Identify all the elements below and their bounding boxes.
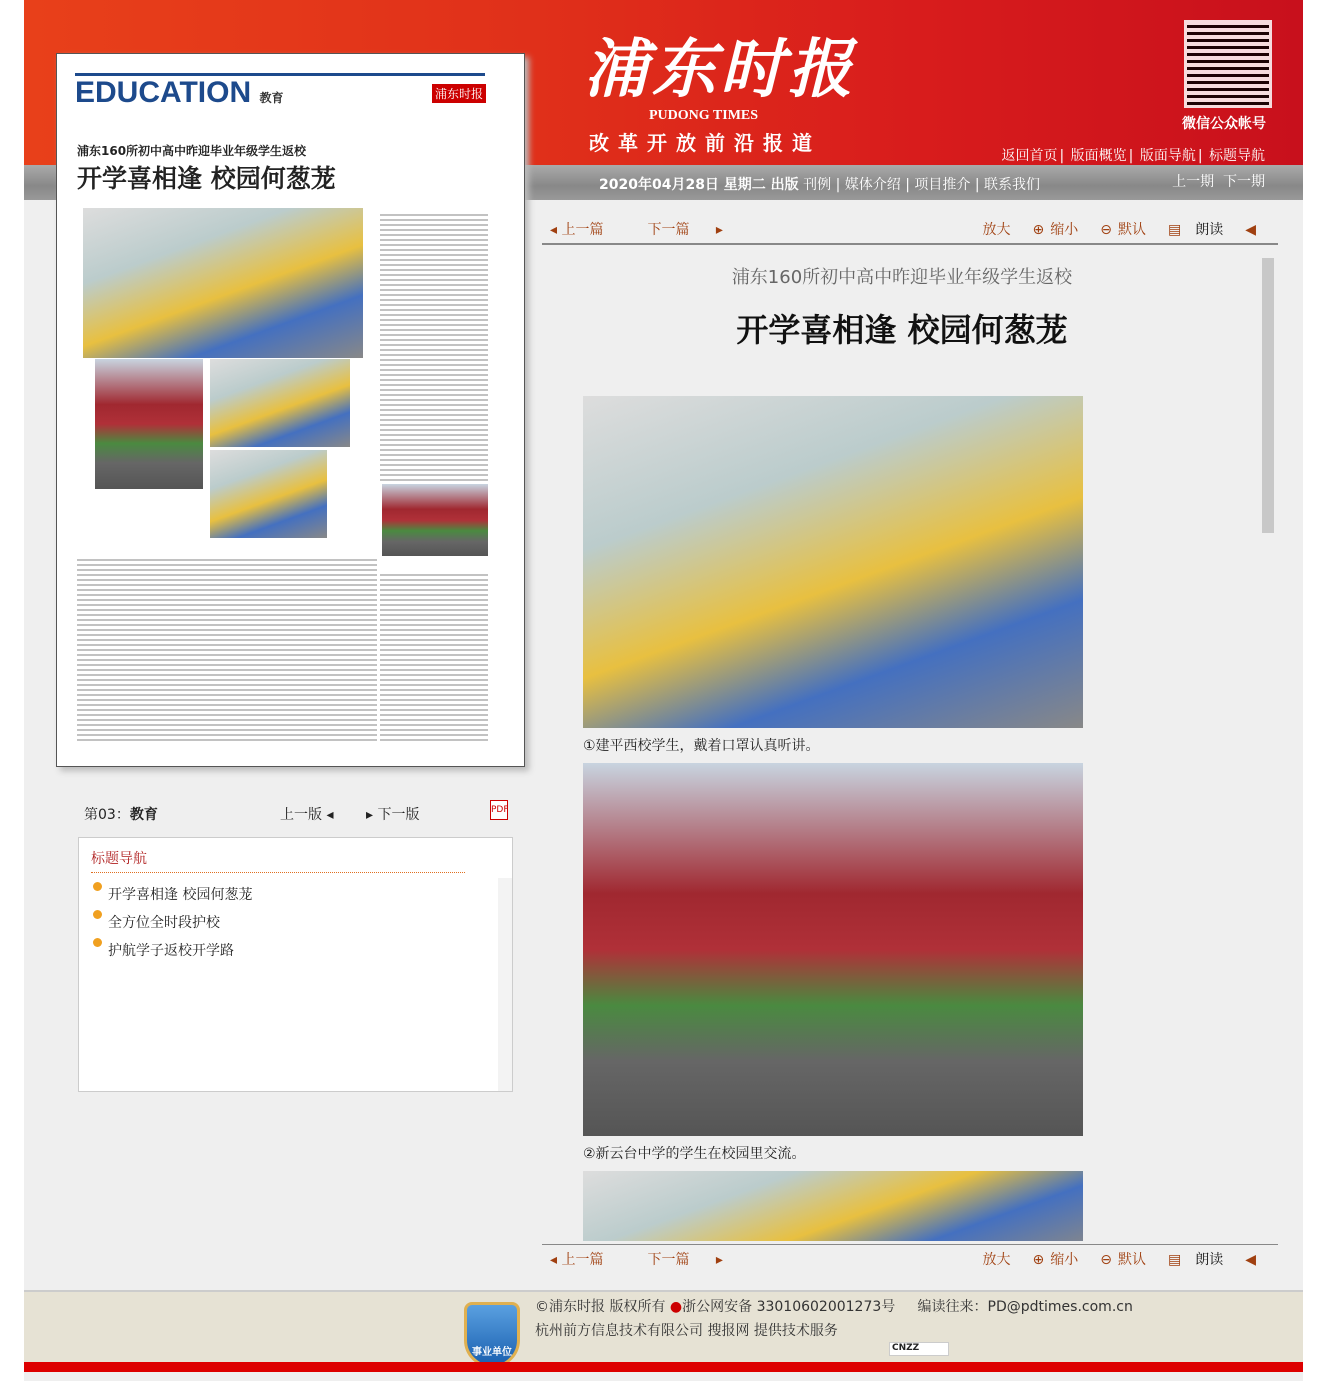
nav-home[interactable]: 返回首页	[1001, 148, 1058, 164]
next-page-link[interactable]: ▸ 下一版	[366, 807, 420, 823]
cnzz-badge[interactable]: CNZZ	[889, 1342, 949, 1356]
article-toolbar-top	[542, 215, 1278, 245]
top-nav: 返回首页 | 版面概览 | 版面导航 | 标题导航	[1001, 148, 1265, 164]
title-nav-item[interactable]: 全方位全时段护校	[93, 910, 252, 938]
link-projects[interactable]: 项目推介	[914, 177, 971, 193]
date-bar: 2020年04月28日 星期二 出版 刊例 | 媒体介绍 | 项目推介 | 联系我们 上一期 下一期	[24, 165, 1303, 200]
article-photo-1	[583, 396, 1083, 728]
newspaper-page-thumbnail[interactable]	[56, 53, 525, 767]
qr-code-image	[1184, 20, 1272, 108]
zoom-in-button[interactable]: 放大 ⊕	[982, 222, 1045, 238]
institution-badge[interactable]: 事业单位	[464, 1302, 520, 1368]
pdf-icon[interactable]: PDF	[490, 800, 508, 820]
speaker-icon: ◀	[1245, 222, 1256, 238]
paper-photo-3[interactable]	[210, 359, 350, 447]
qr-label: 微信公众帐号	[1182, 116, 1266, 132]
article-title: 开学喜相逢 校园何葱茏	[736, 311, 1068, 349]
section-title: EDUCATION 教育	[75, 76, 284, 109]
prev-article-link[interactable]: ◂ 上一篇	[550, 222, 604, 238]
prev-page-link[interactable]: 上一版 ◂	[280, 807, 334, 823]
article-photo-3	[583, 1171, 1083, 1241]
prev-article-link[interactable]: ◂ 上一篇	[550, 1252, 604, 1268]
paper-text-block[interactable]	[77, 559, 377, 744]
article-scrollbar[interactable]	[1262, 258, 1274, 533]
footer-red-bar	[24, 1362, 1303, 1372]
bullet-icon	[93, 910, 102, 919]
link-media[interactable]: 媒体介绍	[844, 177, 901, 193]
nav-title-nav[interactable]: 标题导航	[1209, 148, 1265, 164]
tech-support: 杭州前方信息技术有限公司 搜报网 提供技术服务	[535, 1323, 838, 1339]
nav-page-nav[interactable]: 版面导航	[1139, 148, 1196, 164]
zoom-out-button[interactable]: 缩小 ⊖	[1050, 222, 1112, 238]
next-issue-link[interactable]: 下一期	[1223, 174, 1265, 190]
default-size-button[interactable]: 默认 ▤	[1117, 222, 1182, 238]
zoom-in-button[interactable]: 放大 ⊕	[982, 1252, 1045, 1268]
page-name: 教育	[129, 807, 158, 823]
page	[24, 0, 1303, 1381]
default-size-button[interactable]: 默认 ▤	[1117, 1252, 1182, 1268]
article-subtitle: 浦东160所初中高中昨迎毕业年级学生返校	[731, 267, 1073, 288]
title-navigation	[78, 837, 513, 1092]
link-rates[interactable]: 刊例	[803, 177, 832, 193]
article-photo-2	[583, 763, 1083, 1136]
photo-caption-2: ②新云台中学的学生在校园里交流。	[583, 1146, 806, 1162]
title-nav-heading: 标题导航	[91, 851, 147, 867]
nav-overview[interactable]: 版面概览	[1070, 148, 1127, 164]
page-navigation	[84, 804, 514, 824]
paper-text-column-2[interactable]	[380, 574, 488, 744]
footer	[24, 1290, 1303, 1362]
paper-photo-4[interactable]	[210, 450, 327, 538]
next-article-link[interactable]: 下一篇 ▸	[647, 222, 723, 238]
paper-subtitle: 浦东160所初中高中昨迎毕业年级学生返校	[77, 144, 307, 158]
contact-email[interactable]: 编读往来：PD@pdtimes.com.cn	[917, 1299, 1133, 1315]
read-aloud-button[interactable]: 朗读 ◀	[1195, 222, 1256, 238]
paper-title: 开学喜相逢 校园何葱茏	[77, 164, 336, 193]
title-nav-item[interactable]: 护航学子返校开学路	[93, 938, 252, 966]
divider	[91, 872, 465, 873]
slogan: 改革开放前沿报道	[589, 131, 821, 155]
photo-caption-1: ①建平西校学生，戴着口罩认真听讲。	[583, 738, 820, 754]
scrollbar[interactable]	[498, 878, 512, 1091]
icp-record[interactable]: 浙公网安备 33010602001273号	[682, 1299, 896, 1315]
paper-photo-2[interactable]	[95, 359, 203, 489]
logo-en: PUDONG TIMES	[649, 108, 759, 123]
bullet-icon	[93, 938, 102, 947]
next-article-link[interactable]: 下一篇 ▸	[647, 1252, 723, 1268]
paper-photo-5[interactable]	[382, 484, 488, 556]
paper-photo-1[interactable]	[83, 208, 363, 358]
logo[interactable]: 浦东时报	[584, 32, 856, 107]
read-aloud-button[interactable]: 朗读 ◀	[1195, 1252, 1256, 1268]
speaker-icon: ◀	[1245, 1252, 1256, 1268]
title-nav-item[interactable]: 开学喜相逢 校园何葱茏	[93, 882, 252, 910]
police-badge-icon: ●	[669, 1299, 683, 1315]
mini-masthead: 浦东时报	[432, 84, 486, 103]
paper-text-column[interactable]	[380, 214, 488, 484]
zoom-out-button[interactable]: 缩小 ⊖	[1050, 1252, 1112, 1268]
copyright: ©浦东时报 版权所有	[535, 1299, 666, 1315]
page-number: 第03：	[84, 807, 130, 823]
article-toolbar-bottom	[542, 1244, 1278, 1274]
prev-issue-link[interactable]: 上一期	[1172, 174, 1215, 190]
link-contact[interactable]: 联系我们	[984, 177, 1041, 193]
publish-date: 2020年04月28日 星期二 出版	[599, 177, 799, 193]
article-content	[542, 245, 1278, 1241]
bullet-icon	[93, 882, 102, 891]
